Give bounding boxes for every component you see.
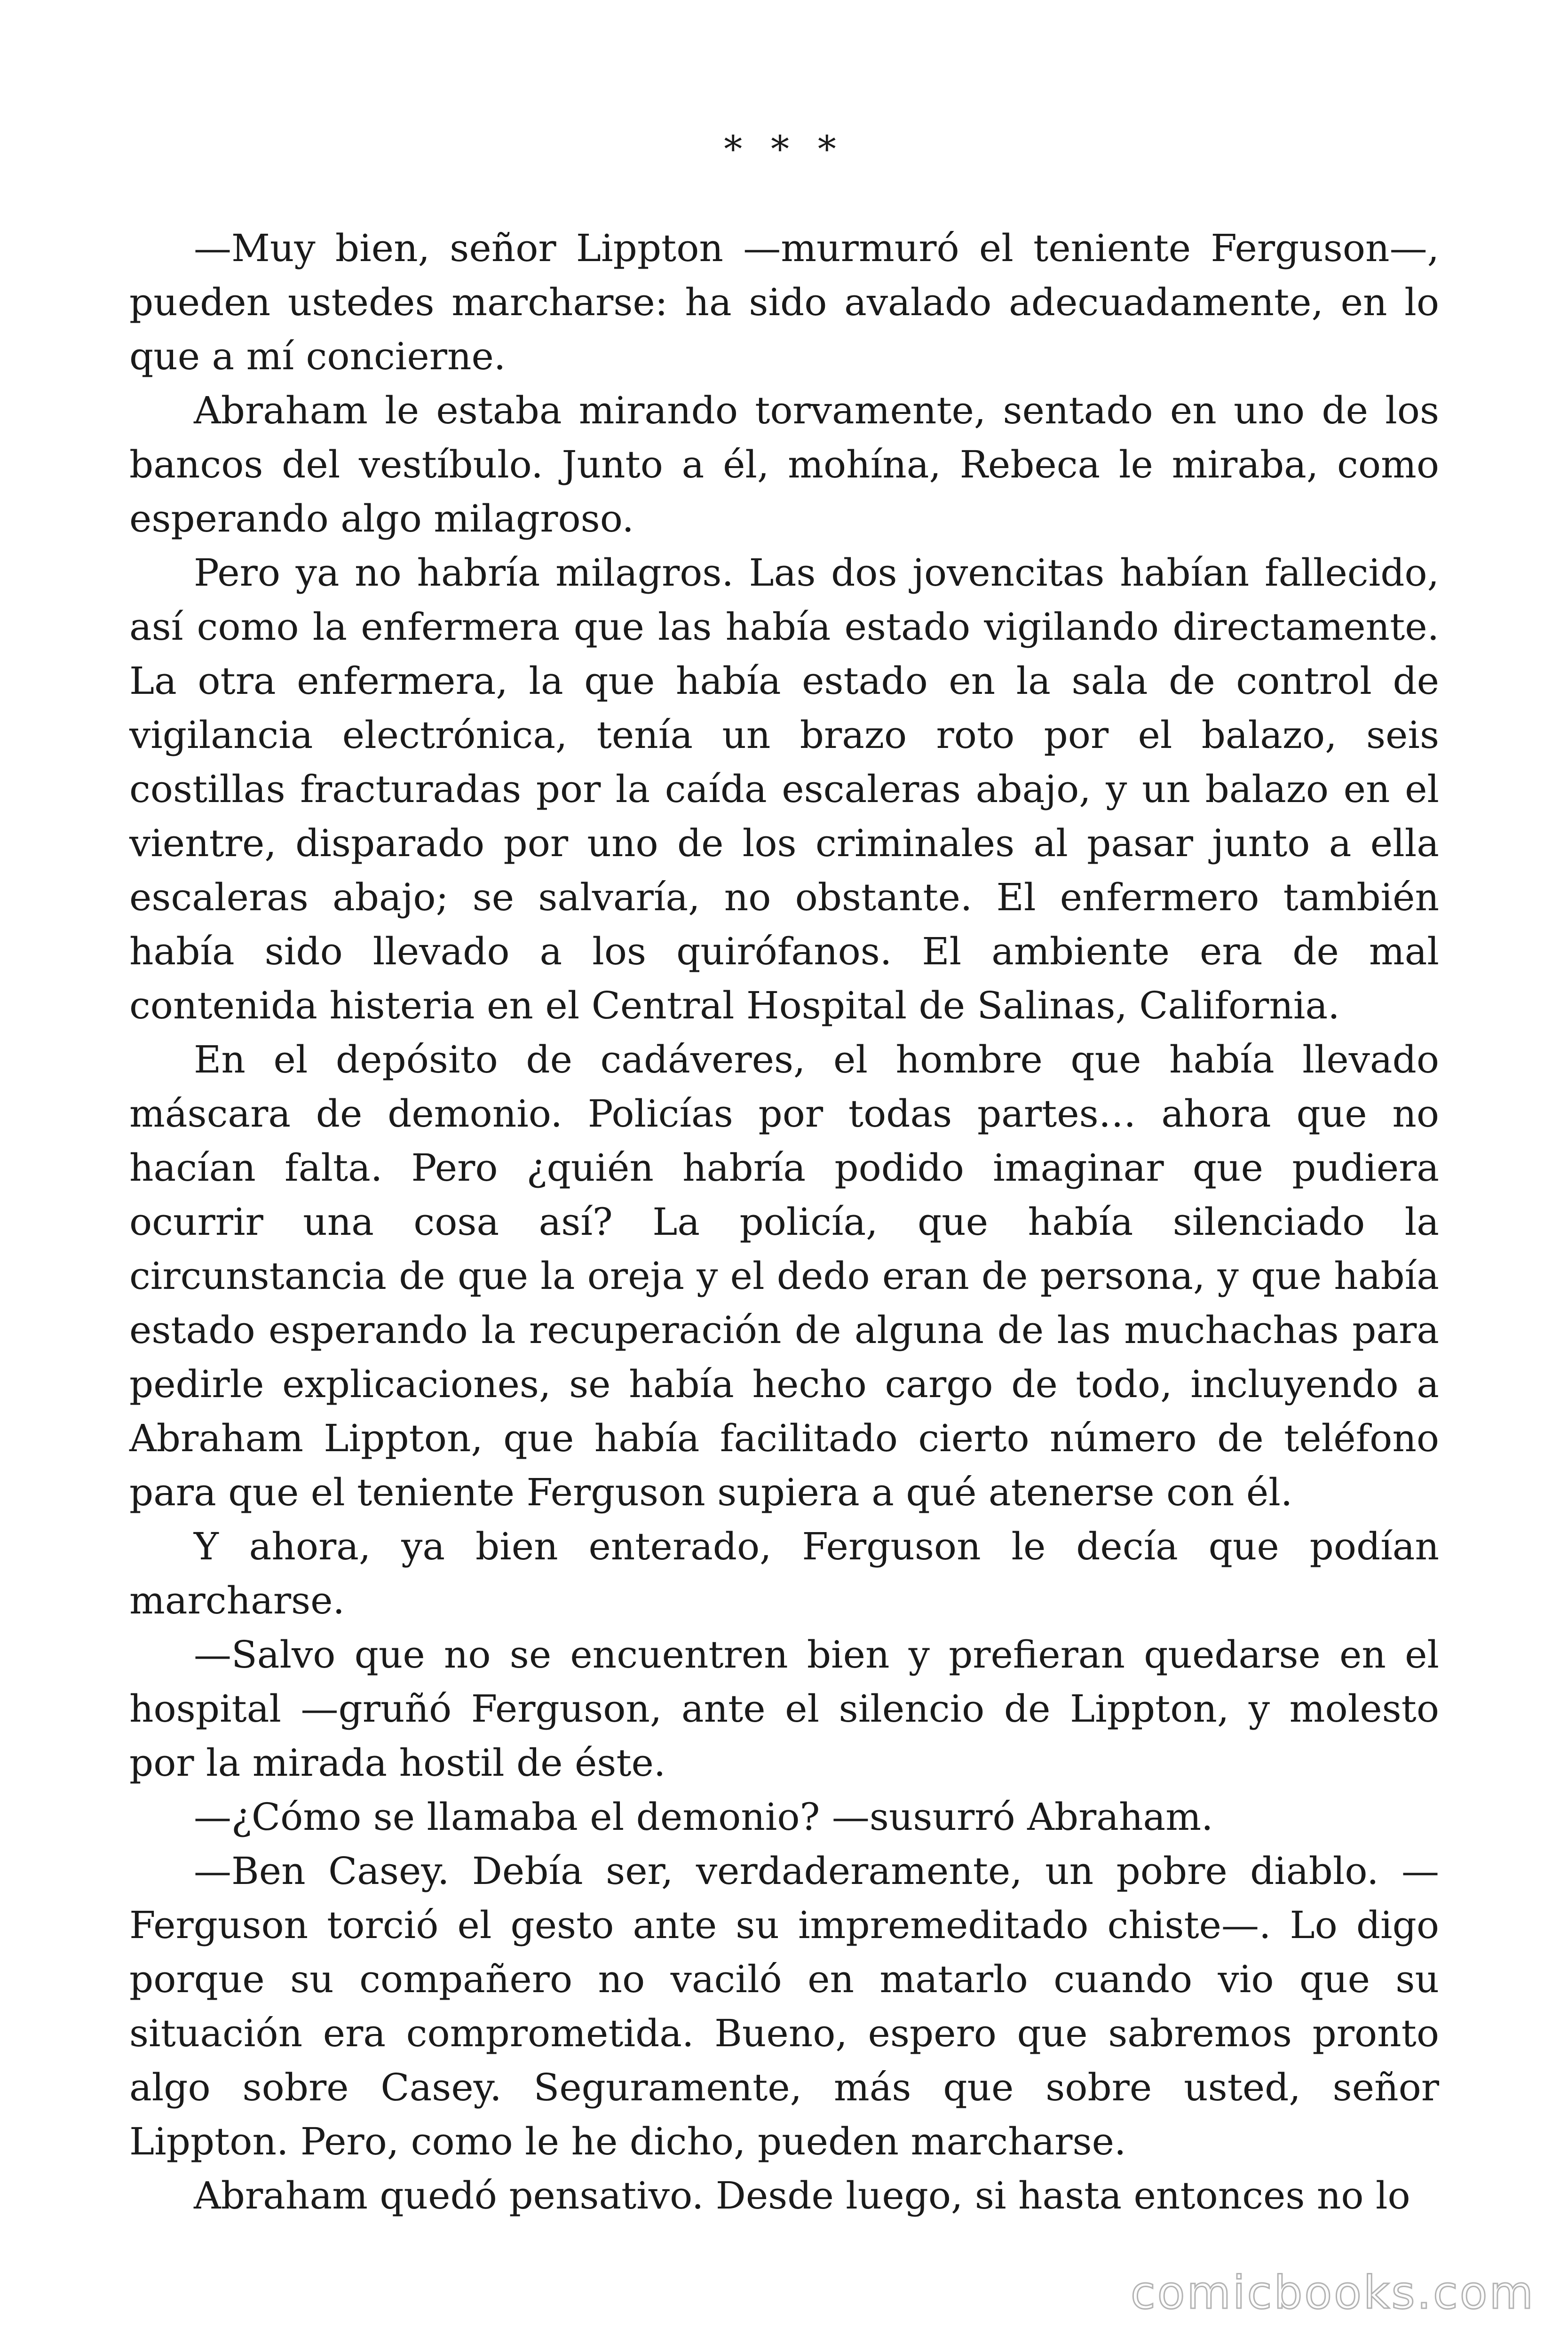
paragraph: Y ahora, ya bien enterado, Ferguson le decía que podían marcharse. (129, 1525, 1439, 1622)
paragraph: —Salvo que no se encuentren bien y prefieran quedarse en el hospital —gruñó Ferguson, ante el silencio de Lippton, y molesto por la mirada hostil de éste. (129, 1633, 1439, 1785)
paragraph: —Ben Casey. Debía ser, verdaderamente, un pobre diablo. —Ferguson torció el gesto ante su impremeditado chiste—. Lo digo porque su compañero no vaciló en matarlo cuando vio que su situación era comprometida. Bueno, espero que sabremos pronto algo sobre Casey. Seguramente, más que sobre usted, señor Lippton. Pero, como le he dicho, pueden marcharse. (129, 1849, 1439, 2163)
watermark-text: comicbooks.com (1130, 2266, 1535, 2319)
paragraph: Abraham le estaba mirando torvamente, sentado en uno de los bancos del vestíbulo. Junto a él, mohína, Rebeca le miraba, como esperando algo milagroso. (129, 389, 1439, 540)
book-page (129, 0, 1439, 2352)
body-text (129, 221, 1439, 2223)
paragraph: —Muy bien, señor Lippton —murmuró el teniente Ferguson—, pueden ustedes marcharse: ha sido avalado adecuadamente, en lo que a mí concierne. (129, 226, 1439, 378)
paragraph: En el depósito de cadáveres, el hombre que había llevado máscara de demonio. Policías por todas partes… ahora que no hacían falta. Pero ¿quién habría podido imaginar que pudiera ocurrir una cosa así? La policía, que había silenciado la circunstancia de que la oreja y el dedo eran de persona, y que había estado esperando la recuperación de alguna de las muchachas para pedirle explicaciones, se había hecho cargo de todo, incluyendo a Abraham Lippton, que había facilitado cierto número de teléfono para que el teniente Ferguson supiera a qué atenerse con él. (129, 1038, 1439, 1514)
scene-break: * * * (724, 128, 845, 171)
paragraph: —¿Cómo se llamaba el demonio? —susurró Abraham. (194, 1795, 1213, 1839)
paragraph: Pero ya no habría milagros. Las dos jovencitas habían fallecido, así como la enfermera que las había estado vigilando directamente. La otra enfermera, la que había estado en la sala de control de vigilancia electrónica, tenía un brazo roto por el balazo, seis costillas fracturadas por la caída escaleras abajo, y un balazo en el vientre, disparado por uno de los criminales al pasar junto a ella escaleras abajo; se salvaría, no obstante. El enfermero también había sido llevado a los quirófanos. El ambiente era de mal contenida histeria en el Central Hospital de Salinas, California. (129, 551, 1439, 1027)
paragraph: Abraham quedó pensativo. Desde luego, si hasta entonces no lo (194, 2174, 1410, 2217)
